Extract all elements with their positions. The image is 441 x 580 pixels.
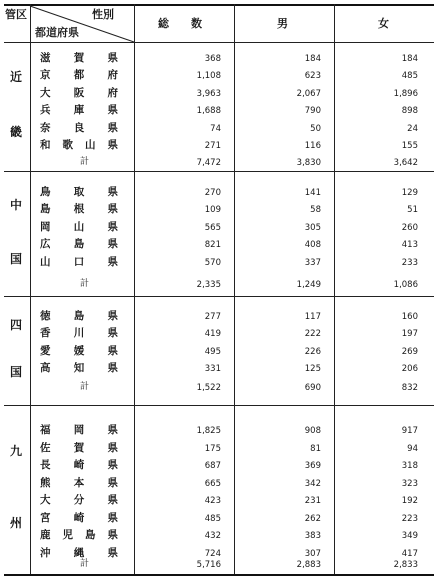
female-value: 417 — [401, 548, 418, 559]
prefecture-char: 県 — [107, 362, 118, 375]
female-value: 898 — [401, 106, 418, 117]
male-value: 337 — [304, 257, 321, 268]
subtotal-total-value: 5,716 — [196, 560, 221, 570]
prefecture-name — [40, 310, 118, 323]
prefecture-char: 取 — [73, 186, 85, 198]
subtotal-total-value: 1,522 — [196, 383, 221, 393]
header-female: 女 — [378, 17, 389, 30]
female-value: 413 — [401, 240, 418, 251]
prefecture-char: 県 — [107, 52, 118, 64]
prefecture-char: 大 — [40, 494, 51, 506]
header-total: 総 数 — [158, 17, 202, 30]
prefecture-char: 徳 — [40, 310, 51, 322]
prefecture-name — [40, 424, 118, 437]
prefecture-char: 佐 — [40, 441, 51, 454]
female-value: 223 — [401, 513, 418, 524]
prefecture-name — [40, 327, 118, 340]
male-value: 369 — [304, 461, 321, 471]
female-value: 94 — [407, 443, 418, 454]
subtotal-female-value: 1,086 — [393, 280, 418, 290]
region-name-char: 畿 — [10, 125, 23, 140]
male-value: 117 — [304, 312, 321, 322]
female-value: 260 — [401, 222, 418, 233]
subtotal-male-value: 2,883 — [296, 560, 321, 570]
prefecture-char: 府 — [107, 69, 118, 82]
prefecture-char: 都 — [73, 69, 85, 82]
prefecture-char: 阪 — [73, 86, 85, 99]
male-value: 342 — [304, 478, 321, 489]
prefecture-name — [40, 477, 118, 490]
prefecture-char: 鹿 — [40, 529, 51, 541]
prefecture-char: 賀 — [73, 52, 85, 64]
female-value: 197 — [401, 329, 418, 340]
prefecture-char: 鳥 — [40, 186, 51, 198]
male-value: 908 — [304, 426, 321, 436]
prefecture-char: 京 — [40, 69, 51, 82]
prefecture-char: 奈 — [40, 121, 51, 134]
male-value: 408 — [304, 240, 321, 251]
prefecture-char: 庫 — [73, 104, 85, 117]
male-value: 231 — [304, 496, 321, 506]
total-value: 3,963 — [196, 88, 221, 99]
prefecture-char: 山 — [85, 139, 96, 151]
prefecture-char: 島 — [73, 310, 85, 322]
prefecture-char: 川 — [73, 327, 85, 340]
total-value: 175 — [204, 443, 221, 454]
male-value: 58 — [310, 205, 321, 216]
region-name-char: 九 — [10, 443, 23, 458]
female-value: 269 — [401, 346, 418, 357]
total-value: 74 — [210, 123, 221, 134]
total-value: 419 — [204, 329, 221, 340]
male-value: 623 — [304, 71, 321, 82]
female-value: 917 — [401, 426, 418, 436]
female-value: 160 — [401, 312, 418, 322]
total-value: 423 — [204, 496, 221, 506]
male-value: 305 — [304, 222, 321, 233]
total-value: 432 — [204, 531, 221, 541]
male-value: 141 — [304, 188, 321, 198]
prefecture-char: 縄 — [73, 546, 85, 559]
subtotal-female-value: 832 — [401, 383, 418, 393]
subtotal-male-value: 3,830 — [296, 158, 321, 168]
prefecture-char: 県 — [107, 327, 118, 340]
prefecture-name — [40, 256, 118, 269]
prefecture-char: 崎 — [73, 511, 85, 524]
prefecture-char: 県 — [107, 424, 118, 436]
total-value: 109 — [204, 205, 221, 216]
region-divider — [4, 171, 434, 172]
total-value: 1,688 — [196, 106, 221, 117]
prefecture-char: 分 — [73, 494, 85, 506]
region-name-char: 国 — [10, 365, 23, 380]
prefecture-name — [40, 186, 118, 199]
region-divider — [4, 405, 434, 406]
prefecture-name — [40, 345, 118, 358]
prefecture-char: 媛 — [73, 344, 85, 357]
prefecture-column-divider — [134, 4, 135, 574]
region-divider — [4, 296, 434, 297]
prefecture-char: 児 — [62, 529, 73, 541]
female-value: 129 — [401, 188, 418, 198]
male-value: 50 — [310, 123, 321, 134]
total-value: 495 — [204, 346, 221, 357]
prefecture-char: 本 — [73, 476, 85, 489]
total-value: 1,108 — [196, 71, 221, 82]
prefecture-char: 福 — [40, 424, 51, 436]
prefecture-char: 崎 — [73, 459, 85, 471]
male-value: 81 — [310, 443, 321, 454]
prefecture-name — [40, 362, 118, 375]
prefecture-char: 県 — [107, 511, 118, 524]
female-value: 233 — [401, 257, 418, 268]
subtotal-male-value: 690 — [304, 383, 321, 393]
female-value: 323 — [401, 478, 418, 489]
prefecture-char: 兵 — [40, 104, 51, 117]
subtotal-label: 計 — [80, 157, 90, 167]
header-diagonal-line — [30, 6, 134, 42]
male-value: 222 — [304, 329, 321, 340]
subtotal-female-value: 3,642 — [393, 158, 418, 168]
total-value: 368 — [204, 54, 221, 64]
prefecture-char: 県 — [107, 310, 118, 322]
prefecture-char: 賀 — [73, 441, 85, 454]
female-value: 1,896 — [393, 88, 418, 99]
prefecture-name — [40, 87, 118, 100]
total-value: 687 — [204, 461, 221, 471]
female-value: 155 — [401, 141, 418, 151]
male-value: 184 — [304, 54, 321, 64]
header-sex: 性別 — [92, 8, 114, 21]
total-value: 270 — [204, 188, 221, 198]
prefecture-char: 愛 — [40, 344, 51, 357]
total-value: 277 — [204, 312, 221, 322]
prefecture-char: 県 — [107, 441, 118, 454]
prefecture-char: 府 — [107, 86, 118, 99]
total-value: 724 — [204, 548, 221, 559]
prefecture-char: 県 — [107, 529, 118, 541]
prefecture-char: 良 — [73, 121, 85, 134]
prefecture-char: 山 — [73, 220, 85, 233]
female-value: 51 — [407, 205, 418, 216]
prefecture-name — [40, 512, 118, 525]
region-name-char: 国 — [10, 251, 23, 266]
prefecture-char: 岡 — [73, 424, 85, 436]
prefecture-char: 高 — [40, 362, 51, 375]
prefecture-name — [40, 494, 118, 507]
prefecture-name — [40, 52, 118, 65]
prefecture-char: 広 — [40, 238, 51, 251]
prefecture-char: 和 — [40, 139, 51, 151]
total-value: 271 — [204, 141, 221, 151]
prefecture-name — [40, 139, 118, 152]
female-value: 184 — [401, 54, 418, 64]
subtotal-male-value: 1,249 — [296, 280, 321, 290]
prefecture-name — [40, 529, 118, 542]
male-value: 307 — [304, 548, 321, 559]
total-value: 570 — [204, 257, 221, 268]
subtotal-label: 計 — [80, 559, 90, 569]
prefecture-char: 口 — [73, 255, 85, 268]
prefecture-char: 県 — [107, 220, 118, 233]
prefecture-name — [40, 459, 118, 472]
subtotal-label: 計 — [80, 382, 90, 392]
female-value: 192 — [401, 496, 418, 506]
subtotal-total-value: 2,335 — [196, 280, 221, 290]
prefecture-char: 県 — [107, 255, 118, 268]
prefecture-char: 島 — [40, 203, 51, 216]
prefecture-char: 県 — [107, 203, 118, 216]
male-value: 383 — [304, 531, 321, 541]
male-value: 262 — [304, 513, 321, 524]
prefecture-char: 香 — [40, 327, 51, 340]
male-value: 116 — [304, 141, 321, 151]
district-column-divider — [30, 4, 31, 574]
table-bottom-border — [4, 574, 434, 576]
region-name-char: 四 — [10, 318, 23, 333]
male-value: 2,067 — [296, 88, 321, 99]
male-value: 226 — [304, 346, 321, 357]
prefecture-name — [40, 221, 118, 234]
prefecture-char: 県 — [107, 546, 118, 559]
prefecture-char: 熊 — [40, 476, 51, 489]
prefecture-name — [40, 238, 118, 251]
prefecture-char: 知 — [73, 362, 85, 375]
female-value: 24 — [407, 123, 418, 134]
prefecture-char: 歌 — [62, 139, 73, 151]
subtotal-label: 計 — [80, 279, 90, 289]
prefecture-char: 県 — [107, 459, 118, 471]
region-name-char: 近 — [10, 69, 23, 84]
female-value: 349 — [401, 531, 418, 541]
total-value: 665 — [204, 478, 221, 489]
prefecture-name — [40, 122, 118, 135]
prefecture-char: 県 — [107, 238, 118, 251]
prefecture-char: 山 — [40, 255, 51, 268]
prefecture-char: 根 — [73, 203, 85, 216]
prefecture-name — [40, 203, 118, 216]
subtotal-total-value: 7,472 — [196, 158, 221, 168]
region-name-char: 州 — [10, 516, 23, 531]
prefecture-char: 県 — [107, 104, 118, 117]
male-value: 790 — [304, 106, 321, 117]
subtotal-female-value: 2,833 — [393, 560, 418, 570]
prefecture-char: 宮 — [40, 511, 51, 524]
prefecture-char: 県 — [107, 186, 118, 198]
total-value: 1,825 — [196, 426, 221, 436]
female-value: 485 — [401, 71, 418, 82]
prefecture-char: 大 — [40, 86, 51, 99]
female-value: 206 — [401, 364, 418, 375]
prefecture-char: 県 — [107, 476, 118, 489]
prefecture-char: 県 — [107, 139, 118, 151]
header-prefecture: 都道府県 — [35, 26, 79, 39]
prefecture-char: 県 — [107, 494, 118, 506]
prefecture-char: 長 — [40, 459, 51, 471]
total-column-divider — [234, 4, 235, 574]
prefecture-char: 沖 — [40, 546, 51, 559]
total-value: 485 — [204, 513, 221, 524]
prefecture-char: 滋 — [40, 52, 51, 64]
region-name-char: 中 — [10, 197, 23, 212]
total-value: 331 — [204, 364, 221, 375]
prefecture-name — [40, 104, 118, 117]
prefecture-char: 県 — [107, 121, 118, 134]
prefecture-name — [40, 547, 118, 560]
male-value: 125 — [304, 364, 321, 375]
prefecture-char: 岡 — [40, 220, 51, 233]
prefecture-name — [40, 442, 118, 455]
total-value: 565 — [204, 222, 221, 233]
prefecture-char: 県 — [107, 344, 118, 357]
prefecture-char: 島 — [73, 238, 85, 251]
male-column-divider — [334, 4, 335, 574]
header-male: 男 — [277, 17, 288, 30]
prefecture-char: 島 — [85, 529, 96, 541]
total-value: 821 — [204, 240, 221, 251]
header-district: 管区 — [5, 8, 27, 21]
female-value: 318 — [401, 461, 418, 471]
prefecture-name — [40, 69, 118, 82]
